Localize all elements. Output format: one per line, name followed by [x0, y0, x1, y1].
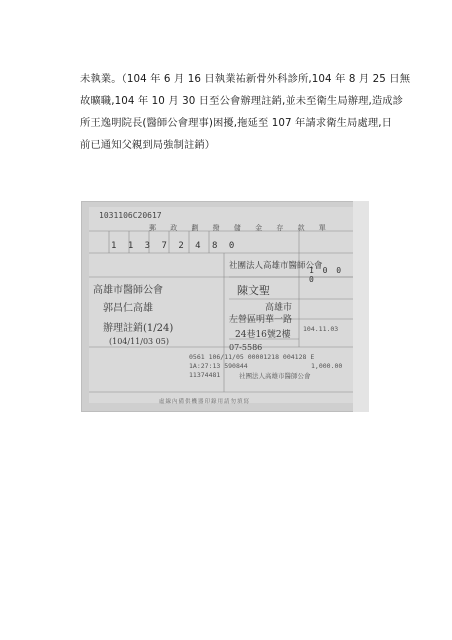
date-stamp: 104.11.03	[303, 325, 339, 333]
handwriting-left-2: 郭昌仁高雄	[103, 303, 153, 314]
handwriting-center-1: 高雄市	[265, 303, 293, 313]
account-digits: 1 1 3 7 2 4 8 0	[111, 241, 238, 251]
machine-line-1: 0561 106/11/05 00001218 004128 E	[189, 353, 315, 361]
deposit-slip	[89, 207, 354, 403]
machine-payee: 社團法人高雄市醫師公會	[239, 372, 311, 380]
paragraph	[80, 68, 411, 156]
handwriting-name: 陳文聖	[237, 284, 270, 297]
slip-side-strip	[353, 201, 369, 412]
slip-header: 郵 政 劃 撥 儲 金 存 款 單	[149, 224, 332, 232]
machine-line-2: 1A:27:13 590844	[189, 362, 248, 370]
machine-line-3: 11374481	[189, 371, 221, 379]
handwriting-left-3: 辦理註銷(1/24)	[103, 323, 174, 334]
slip-number: 1031106C20617	[99, 211, 162, 220]
handwriting-left-4: (104/11/03 05)	[109, 337, 169, 346]
amount: 1 0 0 0	[309, 266, 344, 284]
paragraph-line: 未執業。（104 年 6 月 16 日執業祐新骨外科診所,104 年 8 月 25 日無	[80, 73, 411, 85]
paragraph-line: 所王逸明院長(醫師公會理事)困擾,拖延至 107 年請求衛生局處理,日	[80, 117, 392, 129]
paragraph-line: 前已通知父親到局強制註銷）	[80, 139, 216, 151]
paragraph-line: 故曠職,104 年 10 月 30 日至公會辦理註銷,並未至衛生局辦理,造成診	[80, 95, 404, 107]
handwriting-phone: 07-5586	[229, 343, 263, 352]
handwriting-payee: 社團法人高雄市醫師公會	[229, 261, 323, 271]
handwriting-center-3: 24巷16號2樓	[235, 330, 291, 340]
machine-amount: 1,000.00	[311, 362, 343, 370]
handwriting-left-1: 高雄市醫師公會	[93, 285, 163, 296]
deposit-slip-photo	[81, 201, 369, 412]
slip-footer: 虛線內備供機器印錄用請勿填寫	[159, 399, 251, 405]
handwriting-center-2: 左營區明華一路	[229, 315, 293, 325]
